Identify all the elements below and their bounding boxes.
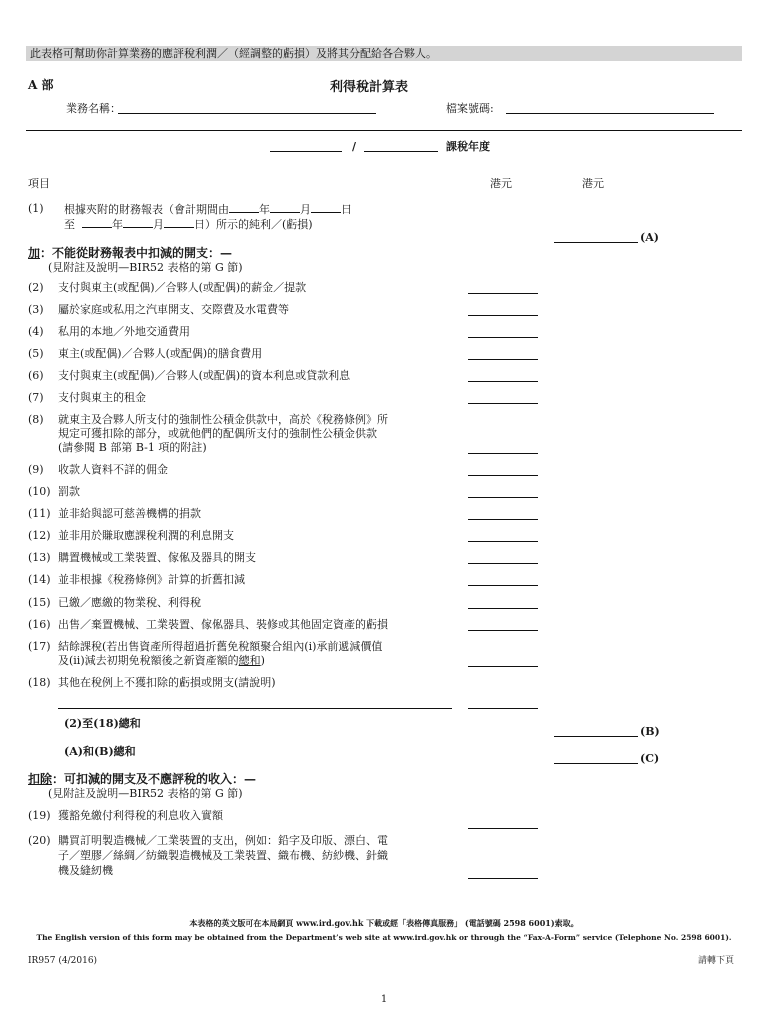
tax-year-separator: / — [352, 140, 357, 153]
tax-year-end-field[interactable] — [364, 151, 438, 152]
footer-chinese-note: 本表格的英文版可在本局網頁 www.ird.gov.hk 下載或經「表格傳真服務」 (電話號碼 2598 6001)索取。 — [189, 918, 579, 928]
item-10-text: 罰款 — [58, 485, 80, 498]
item-7-number: (7) — [28, 391, 44, 404]
item-15-amount-field[interactable] — [468, 608, 538, 609]
column-hkd-header-2: 港元 — [582, 177, 604, 190]
item-7-amount-field[interactable] — [468, 403, 538, 404]
period-from-day-field[interactable] — [311, 202, 341, 213]
item-8-line2: 規定可獲扣除的部分，或就他們的配偶所支付的強制性公積金供款 — [58, 427, 377, 440]
item-11-number: (11) — [28, 507, 51, 520]
period-to-year-field[interactable] — [82, 217, 112, 228]
period-from-month-field[interactable] — [270, 202, 300, 213]
deduct-note: (見附註及說明—BIR52 表格的第 G 節) — [48, 787, 243, 800]
item-17-amount-field[interactable] — [468, 666, 538, 667]
item-9-text: 收款人資料不詳的佣金 — [58, 463, 168, 476]
add-heading: 加：不能從財務報表中扣減的開支：— — [28, 246, 233, 260]
item-13-number: (13) — [28, 551, 51, 564]
item-15-text: 已繳／應繳的物業稅、利得稅 — [58, 596, 201, 609]
item-1-line1: 根據夾附的財務報表（會計期間由 年 月 日 — [64, 203, 352, 216]
item-17-number: (17) — [28, 640, 51, 653]
period-to-day-field[interactable] — [164, 217, 194, 228]
period-to-month-field[interactable] — [123, 217, 153, 228]
item-7-text: 支付與東主的租金 — [58, 391, 146, 404]
item-8-line3: (請參閱 B 部第 B-1 項的附註) — [58, 441, 207, 454]
footer-english-note: The English version of this form may be obtained from the Department’s web site at www.ird.gov.hk or through the “Fax-A-Form” service (Telephone No. 2598 6001). — [36, 933, 732, 942]
item-14-text: 並非根據《稅務條例》計算的折舊扣減 — [58, 573, 245, 586]
file-number-label: 檔案號碼: — [446, 102, 494, 115]
amount-a-field[interactable] — [554, 242, 638, 243]
header-divider — [26, 130, 742, 131]
item-9-number: (9) — [28, 463, 44, 476]
item-20-amount-field[interactable] — [468, 878, 538, 879]
item-2-text: 支付與東主(或配偶)／合夥人(或配偶)的薪金／提款 — [58, 281, 307, 294]
period-from-year-field[interactable] — [229, 202, 259, 213]
item-12-number: (12) — [28, 529, 51, 542]
item-16-number: (16) — [28, 618, 51, 631]
item-19-text: 獲豁免繳付利得稅的利息收入實額 — [58, 809, 223, 822]
item-20-line3: 機及縫紉機 — [58, 864, 113, 877]
item-1-number: (1) — [28, 202, 44, 215]
column-item-header: 項目 — [28, 177, 50, 190]
mark-b: (B) — [640, 725, 660, 738]
item-20-line1: 購買訂明製造機械／工業裝置的支出，例如：鉛字及印版、漂白、電 — [58, 834, 388, 847]
form-title: 利得稅計算表 — [330, 80, 409, 95]
page-number: 1 — [380, 994, 388, 1005]
item-20-line2: 子／塑膠／絲綢／紡織製造機械及工業裝置、織布機、紡紗機、針織 — [58, 849, 388, 862]
sum-b-label: (2)至(18)總和 — [64, 717, 141, 730]
item-8-number: (8) — [28, 413, 44, 426]
item-10-number: (10) — [28, 485, 51, 498]
item-18-description-field[interactable] — [58, 708, 452, 709]
business-name-label: 業務名稱： — [66, 102, 121, 115]
amount-b-field[interactable] — [554, 736, 638, 737]
item-11-amount-field[interactable] — [468, 519, 538, 520]
amount-c-field[interactable] — [554, 763, 638, 764]
item-5-number: (5) — [28, 347, 44, 360]
item-6-text: 支付與東主(或配偶)／合夥人(或配偶)的資本利息或貸款利息 — [58, 369, 351, 382]
item-3-text: 屬於家庭或私用之汽車開支、交際費及水電費等 — [58, 303, 289, 316]
item-12-text: 並非用於賺取應課稅利潤的利息開支 — [58, 529, 234, 542]
item-18-text: 其他在稅例上不獲扣除的虧損或開支(請說明) — [58, 676, 276, 689]
item-13-amount-field[interactable] — [468, 563, 538, 564]
item-5-text: 東主(或配偶)／合夥人(或配偶)的膳食費用 — [58, 347, 263, 360]
item-11-text: 並非給與認可慈善機構的捐款 — [58, 507, 201, 520]
item-20-number: (20) — [28, 834, 51, 847]
item-9-amount-field[interactable] — [468, 475, 538, 476]
item-3-amount-field[interactable] — [468, 315, 538, 316]
item-14-amount-field[interactable] — [468, 585, 538, 586]
item-2-amount-field[interactable] — [468, 293, 538, 294]
item-4-number: (4) — [28, 325, 44, 338]
sum-c-label: (A)和(B)總和 — [64, 745, 136, 758]
part-a-label: A 部 — [28, 78, 54, 92]
item-19-number: (19) — [28, 809, 51, 822]
item-17-line2: 及(ii)減去初期免稅額後之新資產額的總和) — [58, 654, 265, 667]
form-code: IR957 (4/2016) — [28, 956, 98, 966]
mark-c: (C) — [640, 752, 660, 765]
item-4-amount-field[interactable] — [468, 337, 538, 338]
item-6-number: (6) — [28, 369, 44, 382]
item-8-line1: 就東主及合夥人所支付的強制性公積金供款中，高於《稅務條例》所 — [58, 413, 388, 426]
item-4-text: 私用的本地／外地交通費用 — [58, 325, 190, 338]
item-16-text: 出售／棄置機械、工業裝置、傢俬器具、裝修或其他固定資產的虧損 — [58, 618, 388, 631]
item-18-amount-field[interactable] — [468, 708, 538, 709]
item-1-line2: 至 年 月 日）所示的純利／(虧損) — [64, 218, 313, 231]
item-10-amount-field[interactable] — [468, 497, 538, 498]
mark-a: (A) — [640, 231, 659, 244]
item-17-line1: 結餘課稅(若出售資產所得超過折舊免稅額聚合組內(i)承前遞減價值 — [58, 640, 383, 653]
column-hkd-header-1: 港元 — [490, 177, 512, 190]
item-19-amount-field[interactable] — [468, 828, 538, 829]
item-2-number: (2) — [28, 281, 44, 294]
please-turn-over: 請轉下頁 — [698, 956, 735, 966]
item-5-amount-field[interactable] — [468, 359, 538, 360]
business-name-field[interactable] — [118, 113, 376, 114]
instruction-banner: 此表格可幫助你計算業務的應評稅利潤／（經調整的虧損）及將其分配給各合夥人。 — [26, 46, 742, 61]
item-8-amount-field[interactable] — [468, 453, 538, 454]
item-16-amount-field[interactable] — [468, 630, 538, 631]
tax-year-label: 課稅年度 — [446, 140, 490, 153]
item-14-number: (14) — [28, 573, 51, 586]
item-3-number: (3) — [28, 303, 44, 316]
item-13-text: 購置機械或工業裝置、傢俬及器具的開支 — [58, 551, 256, 564]
item-15-number: (15) — [28, 596, 51, 609]
tax-year-start-field[interactable] — [270, 151, 342, 152]
item-18-number: (18) — [28, 676, 51, 689]
item-6-amount-field[interactable] — [468, 381, 538, 382]
add-note: (見附註及說明—BIR52 表格的第 G 節) — [48, 261, 243, 274]
file-number-field[interactable] — [506, 113, 714, 114]
deduct-heading: 扣除：可扣減的開支及不應評稅的收入：— — [28, 772, 257, 786]
item-12-amount-field[interactable] — [468, 541, 538, 542]
